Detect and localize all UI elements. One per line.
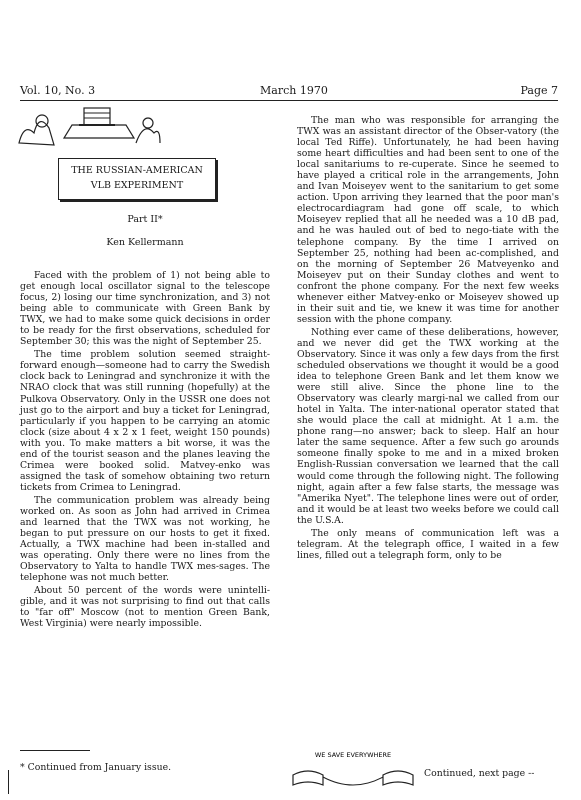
paragraph: Faced with the problem of 1) not being able to get enough local oscillator signal to the telescope focus, 2) losing our time synchronization, and 3) not being able to communicate with Green Bank by TWX, we had to make some quick decisions in order to be ready for the first observations, scheduled for September 30; this was the night of September 25. xyxy=(20,270,270,348)
volume-number: Vol. 10, No. 3 xyxy=(20,84,96,97)
footnote-divider xyxy=(20,750,90,751)
cartoon-caption: WE SAVE EVERYWHERE xyxy=(314,751,392,759)
paragraph: The time problem solution seemed straight-forward enough—someone had to carry the Swedish clock back to Leningrad and synchronize it with the NRAO clock that was still running (hopefully) at the Pulkova Observatory. Only in the USSR one does not just go to the airport and buy a ticket for Leningrad, particularly if you happen to be carrying an atomic clock (size about 4 x 2 x 1 feet, weight 150 pounds) with you. To make matters a bit worse, it was the end of the tourist season and the planes leaving the Crimea were booked solid. Matvey-enko was assigned the task of somehow obtaining two return tickets from Crimea to Leningrad. xyxy=(20,349,270,493)
paragraph: The man who was responsible for arranging the TWX was an assistant director of the Obser-vatory (the local Ted Riffe). Unfortunately, he had been having some heart difficulties and had been sent to one of the local sanitariums to re-cuperate. Since he seemed to have played a critical role in the arrangements, John and Ivan Moiseyev went to the sanitarium to get some action. Upon arriving they learned that the poor man's electrocardiagram had gone off scale, to which Moiseyev replied that all he needed was a 10 dB pad, and he was hauled out of bed to nego-tiate with the telephone company. By the time I arrived on September 25, nothing had been ac-complished, and on the morning of September 26 Matveyenko and Moiseyev put on their Sunday clothes and went to confront the phone company. For the next few weeks whenever either Matvey-enko or Moiseyev showed up in their suit and tie, we knew it was time for another session with the phone company. xyxy=(297,115,559,325)
paragraph: The communication problem was already being worked on. As soon as John had arrived in Crimea and learned that the TWX was not working, he began to put pressure on our hosts to get it fixed. Actually, a TWX machine had been in-stalled and was operating. Only there were no lines from the Observatory to Yalta to handle TWX mes-sages. The telephone was not much better. xyxy=(20,494,270,584)
paragraph: The only means of communication left was a telegram. At the telegraph office, I waited in a few lines, filled out a telegraph form, only to be xyxy=(297,527,559,561)
left-column xyxy=(20,270,270,632)
uncle-sam-cartoon-icon xyxy=(14,103,164,153)
page-header xyxy=(20,84,558,101)
article-title: THE RUSSIAN-AMERICAN xyxy=(71,165,203,176)
article-title-box xyxy=(58,158,216,200)
page-number: Page 7 xyxy=(520,84,558,97)
telephone-cartoon-icon xyxy=(288,745,418,793)
paragraph: About 50 percent of the words were unintelli-gible, and it was not surprising to find out that calls to "far off" Moscow (not to mention Green Bank, West Virginia) were nearly impossible. xyxy=(20,585,270,630)
article-part: Part II* xyxy=(127,214,163,225)
issue-date: March 1970 xyxy=(260,84,328,97)
footnote: * Continued from January issue. xyxy=(20,762,172,773)
article-author: Ken Kellermann xyxy=(106,237,184,248)
continued-note: Continued, next page -- xyxy=(424,768,535,779)
margin-mark xyxy=(8,770,9,794)
right-column xyxy=(297,115,559,563)
paragraph: Nothing ever came of these deliberations, however, and we never did get the TWX working at the Observatory. Since it was only a few days from the first scheduled observations we thought it would be a good idea to telephone Green Bank and let them know we were still alive. Since the phone line to the Observatory was clearly margi-nal we called from our hotel in Yalta. The inter-national operator stated that she would place the call at midnight. At 1 a.m. the phone rang—no answer; back to sleep. Half an hour later the same sequence. After a few such go arounds someone finally spoke to me and in a mixed broken English-Russian conversation we learned that the call would come through the following night. The following night, again after a few false starts, the message was "Amerika Nyet". The telephone lines were out of order, and it would be at least two weeks before we could call the U.S.A. xyxy=(297,326,559,526)
article-subtitle: VLB EXPERIMENT xyxy=(90,180,184,191)
